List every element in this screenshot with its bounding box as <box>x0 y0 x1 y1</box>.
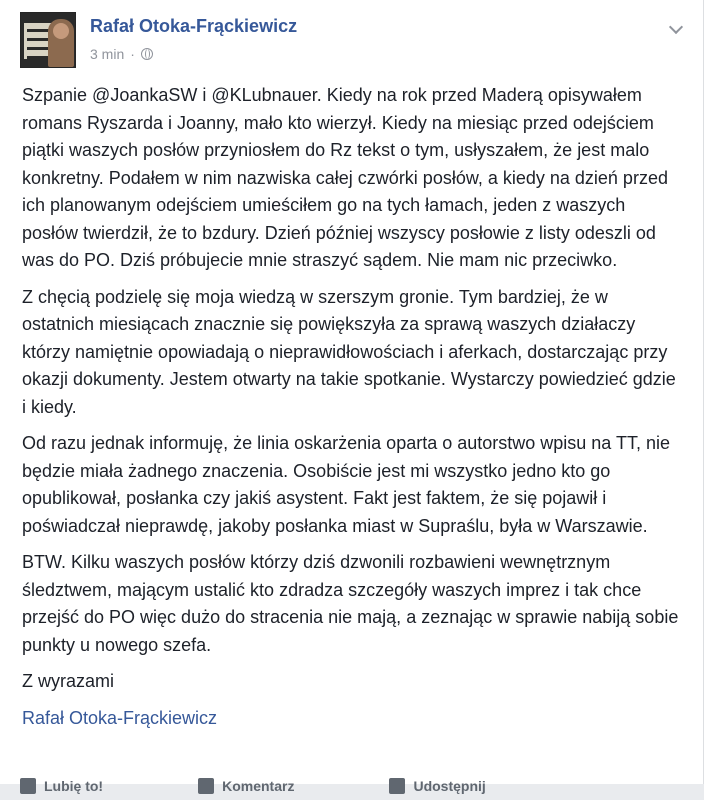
post-paragraph-2: Z chęcią podzielę się moja wiedzą w szerszym gronie. Tym bardziej, że w ostatnich miesiącach znacznie się powiększyła za sprawą waszych działaczy którzy namiętnie opowiadają o nieprawidłowościach i aferkach, dostarczając przy okazji dokumenty. Jestem otwarty na takie spotkanie. Wystarczy powiedzieć gdzie i kiedy. <box>22 286 676 417</box>
author-avatar[interactable] <box>20 12 76 68</box>
chevron-down-icon[interactable] <box>669 20 683 34</box>
post-paragraph-4: BTW. Kilku waszych posłów którzy dziś dzwonili rozbawieni wewnętrznym śledztwem, mającym ustalić kto zdradza szczegóły waszych imprez i tak chce przejść do PO więc dużo do stracenia nie mają, a zeznając w sprawie nabiją sobie punkty u nowego szefa. <box>22 552 679 655</box>
post-meta <box>90 46 153 62</box>
comment-label: Komentarz <box>222 778 295 794</box>
share-button[interactable] <box>389 772 485 800</box>
comment-button[interactable] <box>198 772 294 800</box>
post-paragraph-1: Szpanie @JoankaSW i @KLubnauer. Kiedy na rok przed Maderą opisywałem romans Ryszarda i Joanny, mało kto wierzył. Kiedy na miesiąc przed odejściem piątki waszych posłów przyniosłem do Rz tekst o tym, usłyszałem, że jest malo konkretny. Podałem w nim nazwiska całej czwórki posłów, a kiedy na dzień przed ich planowanym odejściem umieściłem go na tych łamach, jeden z waszych posłów twierdził, że to bzdury. Dzień później wszyscy posłowie z listy odeszli od was do PO. Dziś próbujecie mnie straszyć sądem. Nie mam nic przeciwko. <box>22 85 668 270</box>
signature-link[interactable]: Rafał Otoka-Frąckiewicz <box>22 707 218 728</box>
like-button[interactable] <box>20 772 103 800</box>
comment-icon <box>198 778 214 794</box>
like-icon <box>20 778 36 794</box>
post-paragraph-3: Od razu jednak informuję, że linia oskarżenia oparta o autorstwo wpisu na TT, nie będzie miała żadnego znaczenia. Osobiście jest mi wszystko jedno kto go opublikował, posłanka czy jakiś asystent. Fakt jest faktem, że się pojawił i poświadczał nieprawdę, jakoby posłanka miast w Supraślu, była w Warszawie. <box>22 433 671 536</box>
post-header <box>20 12 703 72</box>
avatar-person <box>48 19 74 67</box>
post-closing: Z wyrazami <box>22 671 115 691</box>
globe-icon[interactable] <box>141 48 153 60</box>
author-name[interactable]: Rafał Otoka-Frąckiewicz <box>90 16 298 36</box>
share-icon <box>389 778 405 794</box>
meta-separator: · <box>130 46 135 62</box>
post-actions <box>20 772 486 800</box>
post-body <box>22 82 682 741</box>
like-label: Lubię to! <box>44 778 104 794</box>
share-label: Udostępnij <box>413 778 486 794</box>
timestamp[interactable]: 3 min <box>90 46 125 62</box>
